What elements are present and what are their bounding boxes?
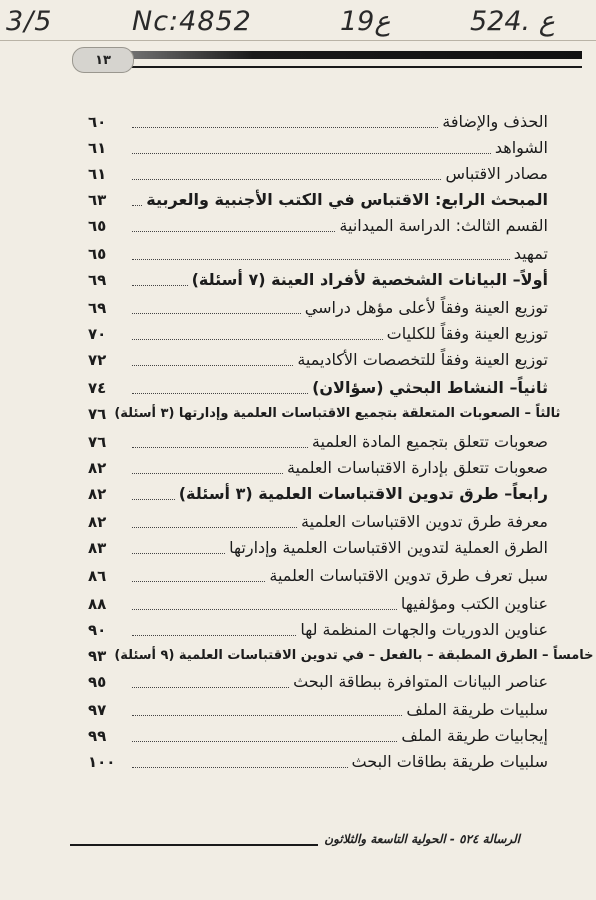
toc-leader-dots	[132, 740, 397, 742]
toc-title: القسم الثالث: الدراسة الميدانية	[339, 216, 548, 235]
handwritten-annotation: ع19	[340, 6, 391, 37]
toc-leader-dots	[132, 686, 289, 688]
toc-leader-dots	[132, 284, 188, 286]
toc-entry	[88, 562, 548, 588]
toc-title: توزيع العينة وفقاً لأعلى مؤهل دراسي	[304, 298, 548, 317]
toc-title: ثالثاً – الصعوبات المتعلقة بتجميع الاقتباسات العلمية وإدارتها (٣ أسئلة)	[114, 406, 561, 421]
toc-leader-dots	[132, 608, 397, 610]
toc-leader-dots	[132, 714, 402, 716]
toc-entry	[88, 480, 548, 506]
toc-title: صعوبات تتعلق بإدارة الاقتباسات العلمية	[286, 458, 548, 477]
toc-leader-dots	[132, 312, 301, 314]
toc-entry	[88, 346, 548, 372]
toc-entry	[88, 320, 548, 346]
toc-page-number: ٩٥	[88, 673, 107, 691]
handwritten-page-fraction: 3/5	[6, 6, 53, 37]
toc-entry	[88, 212, 548, 238]
toc-entry	[88, 508, 548, 534]
toc-title: المبحث الرابع: الاقتباس في الكتب الأجنبية والعربية	[146, 190, 548, 209]
toc-leader-dots	[132, 526, 297, 528]
toc-page-number: ٨٢	[88, 459, 107, 477]
toc-entry	[88, 108, 548, 134]
toc-title: الطرق العملية لتدوين الاقتباسات العلمية وإدارتها	[229, 538, 548, 557]
toc-title: تمهيد	[513, 244, 548, 263]
toc-entry	[88, 534, 548, 560]
toc-page-number: ٧٠	[88, 325, 107, 343]
page-number-badge: ١٣	[72, 47, 134, 73]
toc-title: مصادر الاقتباس	[445, 164, 548, 183]
toc-entry	[88, 428, 548, 454]
toc-title: توزيع العينة وفقاً للتخصصات الأكاديمية	[297, 350, 548, 369]
toc-leader-dots	[132, 392, 308, 394]
toc-page-number: ٦٠	[88, 113, 107, 131]
toc-title: عناوين الكتب ومؤلفيها	[400, 594, 548, 613]
toc-page-number: ٦٩	[88, 299, 107, 317]
handwritten-call-number: Nc:4852	[132, 6, 252, 37]
toc-entry	[88, 642, 594, 668]
toc-page-number: ٧٦	[88, 405, 107, 423]
toc-title: خامساً – الطرق المطبقة – بالفعل – في تدوين الاقتباسات العلمية (٩ أسئلة)	[114, 648, 594, 663]
toc-entry	[88, 722, 548, 748]
handwritten-classification: 524. ع	[470, 6, 555, 37]
toc-leader-dots	[132, 204, 142, 206]
toc-entry	[88, 160, 548, 186]
toc-page-number: ٨٢	[88, 485, 107, 503]
handwriting-divider	[0, 40, 596, 41]
toc-leader-dots	[132, 178, 441, 180]
header-rule	[112, 66, 582, 68]
toc-title: سلبيات طريقة بطاقات البحث	[351, 752, 548, 771]
toc-leader-dots	[132, 766, 348, 768]
toc-leader-dots	[132, 634, 296, 636]
toc-entry	[88, 240, 548, 266]
toc-page-number: ٨٦	[88, 567, 107, 585]
toc-leader-dots	[132, 364, 293, 366]
header-bar	[112, 51, 582, 59]
toc-title: رابعاً– طرق تدوين الاقتباسات العلمية (٣ أسئلة)	[178, 484, 548, 503]
toc-title: سلبيات طريقة الملف	[406, 700, 548, 719]
toc-leader-dots	[132, 552, 225, 554]
toc-page-number: ٩٣	[88, 647, 107, 665]
toc-leader-dots	[132, 126, 438, 128]
toc-page-number: ٩٠	[88, 621, 107, 639]
toc-page-number: ٧٦	[88, 433, 107, 451]
toc-page-number: ٧٤	[88, 379, 107, 397]
toc-page-number: ٩٧	[88, 701, 107, 719]
toc-title: إيجابيات طريقة الملف	[401, 726, 548, 745]
toc-title: الحذف والإضافة	[442, 112, 548, 131]
toc-entry	[88, 616, 548, 642]
toc-page-number: ٦١	[88, 165, 107, 183]
toc-page-number: ٨٢	[88, 513, 107, 531]
toc-entry	[88, 696, 548, 722]
toc-entry	[88, 590, 548, 616]
toc-page-number: ٦٥	[88, 217, 107, 235]
toc-entry	[88, 374, 548, 400]
toc-leader-dots	[132, 498, 175, 500]
toc-entry	[88, 266, 548, 292]
toc-entry	[88, 400, 561, 426]
toc-title: توزيع العينة وفقاً للكليات	[386, 324, 548, 343]
toc-leader-dots	[132, 258, 510, 260]
toc-title: أولاً– البيانات الشخصية لأفراد العينة (٧ أسئلة)	[191, 270, 548, 289]
toc-entry	[88, 134, 548, 160]
toc-page-number: ٦٥	[88, 245, 107, 263]
toc-title: ثانياً– النشاط البحثي (سؤالان)	[312, 378, 548, 397]
toc-page-number: ١٠٠	[88, 753, 116, 771]
toc-leader-dots	[132, 446, 308, 448]
toc-page-number: ٦١	[88, 139, 107, 157]
toc-page-number: ٨٨	[88, 595, 107, 613]
toc-leader-dots	[132, 580, 265, 582]
toc-page-number: ٦٣	[88, 191, 107, 209]
toc-page-number: ٦٩	[88, 271, 107, 289]
toc-title: معرفة طرق تدوين الاقتباسات العلمية	[301, 512, 548, 531]
footer-journal-title: الرسالة ٥٢٤ - الحولية التاسعة والثلاثون	[318, 832, 526, 846]
toc-entry	[88, 454, 548, 480]
toc-title: عناوين الدوريات والجهات المنظمة لها	[300, 620, 548, 639]
toc-leader-dots	[132, 230, 335, 232]
toc-title: صعوبات تتعلق بتجميع المادة العلمية	[311, 432, 548, 451]
toc-page-number: ٩٩	[88, 727, 107, 745]
toc-leader-dots	[132, 472, 283, 474]
toc-title: عناصر البيانات المتوافرة ببطاقة البحث	[293, 672, 548, 691]
toc-entry	[88, 294, 548, 320]
toc-page-number: ٨٣	[88, 539, 107, 557]
toc-leader-dots	[132, 338, 383, 340]
toc-page-number: ٧٢	[88, 351, 107, 369]
toc-entry	[88, 668, 548, 694]
toc-entry	[88, 748, 548, 774]
toc-title: الشواهد	[494, 138, 548, 157]
toc-entry	[88, 186, 548, 212]
toc-leader-dots	[132, 152, 491, 154]
toc-title: سبل تعرف طرق تدوين الاقتباسات العلمية	[269, 566, 548, 585]
